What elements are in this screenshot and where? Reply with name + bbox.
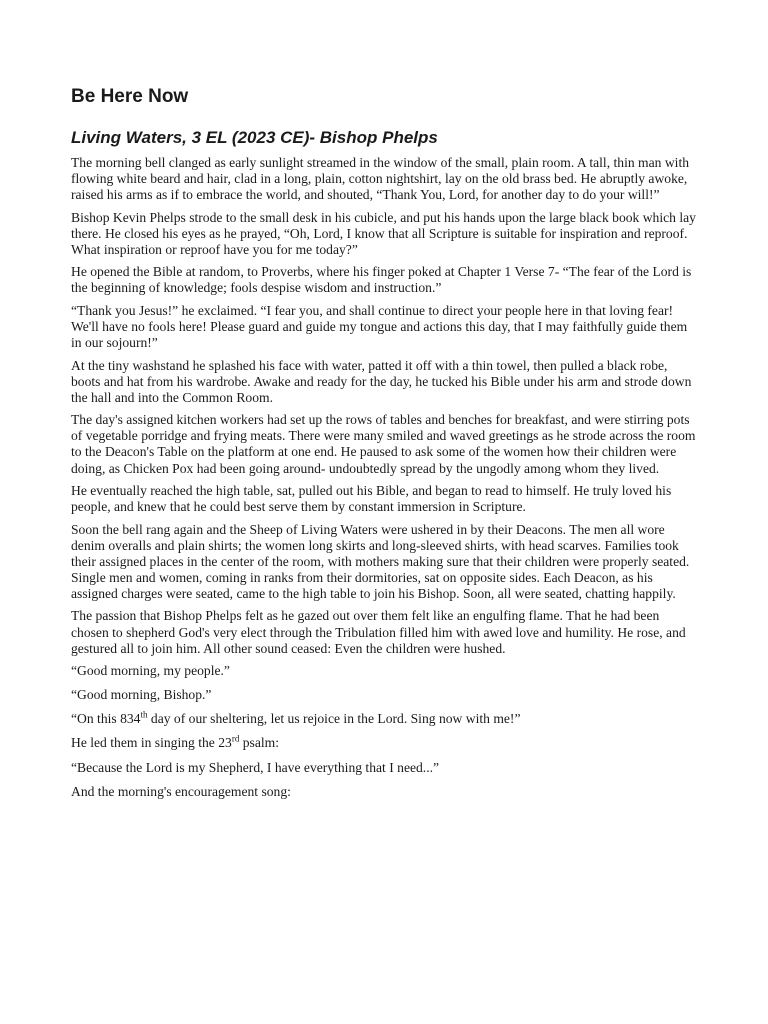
psalm-line-after: psalm: <box>239 735 279 751</box>
paragraph-3: He opened the Bible at random, to Proverbs, where his finger poked at Chapter 1 Verse 7- “The fear of the Lord is the beginning of knowledge; fools despise wisdom and instruction.” <box>71 264 692 296</box>
psalm-line-before: He led them in singing the 23 <box>71 735 232 751</box>
chapter-heading: Living Waters, 3 EL (2023 CE)- Bishop Phelps <box>71 128 438 147</box>
paragraph-6: The day's assigned kitchen workers had set up the rows of tables and benches for breakfast, and were stirring pots of vegetable porridge and frying meats. There were many smiled and waved greetings as he strode across the room to the Deacon's Table on the platform at one end. He paused to ask some of the women how their children were doing, as Chicken Pox had been going around- undoubtedly spread by the ungodly among whom they lived. <box>71 412 696 476</box>
sheltering-line-before: “On this 834 <box>71 711 141 727</box>
paragraph-1: The morning bell clanged as early sunlight streamed in the window of the small, plain room. A tall, thin man with flowing white beard and hair, clad in a long, plain, cotton nightshirt, lay on the old brass bed. He abruptly awoke, raised his arms as if to embrace the world, and shouted, “Thank You, Lord, for another day to do your will!” <box>71 155 690 203</box>
sheltering-line-ordinal: th <box>140 709 148 720</box>
paragraph-encouragement: And the morning's encouragement song: <box>71 783 291 799</box>
sheltering-line <box>71 711 699 727</box>
paragraph-10: “Good morning, my people.” <box>71 663 230 679</box>
paragraph-2: Bishop Kevin Phelps strode to the small desk in his cubicle, and put his hands upon the large black book which lay there. He closed his eyes as he prayed, “Oh, Lord, I know that all Scripture is suitable for inspiration and reproof. What inspiration or reproof have you for me today?” <box>71 209 696 257</box>
paragraph-11: “Good morning, Bishop.” <box>71 687 212 703</box>
paragraph-8: Soon the bell rang again and the Sheep of Living Waters were ushered in by their Deacons. The men all wore denim overalls and plain shirts; the women long skirts and long-sleeved shirts, with head scarves. Families took their assigned places in the center of the room, with mothers making sure that their children were properly seated. Single men and women, coming in ranks from their dormitories, sat on opposite sides. Each Deacon, as his assigned charges were seated, came to the high table to join his Bishop. Soon, all were seated, chatting happily. <box>71 521 690 601</box>
paragraph-4: “Thank you Jesus!” he exclaimed. “I fear you, and shall continue to direct your people here in that loving fear! We'll have no fools here! Please guard and guide my tongue and actions this day, that I may faithfully guide them in our sojourn!” <box>71 302 688 351</box>
psalm-line <box>71 735 699 751</box>
sheltering-line-after: day of our sheltering, let us rejoice in the Lord. Sing now with me!” <box>147 711 521 727</box>
paragraph-psalm-quote: “Because the Lord is my Shepherd, I have everything that I need...” <box>71 759 440 775</box>
document-title: Be Here Now <box>71 86 189 107</box>
document-page <box>71 84 699 808</box>
psalm-line-ordinal: rd <box>231 733 240 744</box>
paragraph-7: He eventually reached the high table, sat, pulled out his Bible, and began to read to himself. He truly loved his people, and knew that he could best serve them by constant immersion in Scripture. <box>71 483 672 515</box>
paragraph-9: The passion that Bishop Phelps felt as he gazed out over them felt like an engulfing flame. That he had been chosen to shepherd God's very elect through the Tribulation filled him with awed love and humility. He rose, and gestured all to join him. All other sound ceased: Even the children were hushed. <box>71 608 686 656</box>
paragraph-5: At the tiny washstand he splashed his face with water, patted it off with a thin towel, then pulled a black robe, boots and hat from his wardrobe. Awake and ready for the day, he tucked his Bible under his arm and strode down the hall and into the Common Room. <box>71 357 692 405</box>
